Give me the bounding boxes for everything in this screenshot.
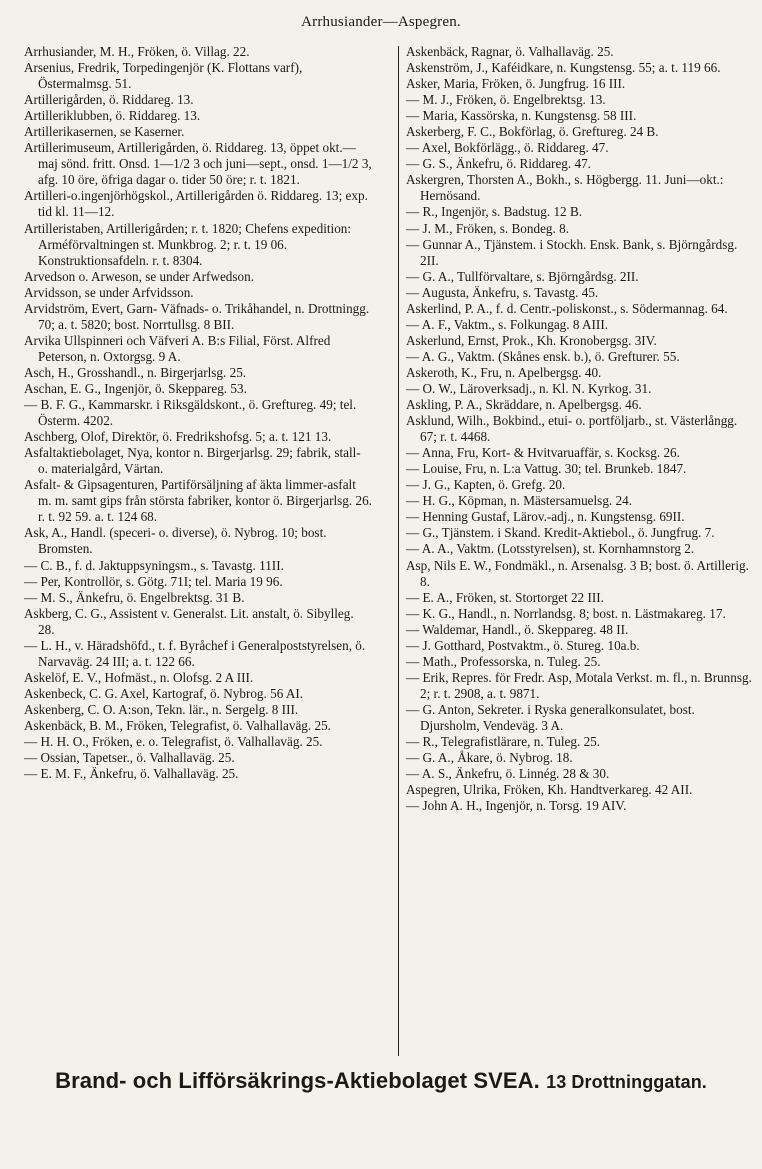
directory-entry: — Augusta, Änkefru, s. Tavastg. 45.	[406, 284, 599, 300]
directory-entry: — Louise, Fru, n. L:a Vattug. 30; tel. Brunkeb. 1847.	[406, 461, 687, 477]
directory-entry: Arvidsson, se under Arfvidsson.	[24, 284, 194, 300]
directory-entry: Askberg, C. G., Assistent v. Generalst. Lit. anstalt, ö. Sibylleg. 28.	[24, 605, 354, 637]
directory-entry: Arvidström, Evert, Garn- Väfnads- o. Trikåhandel, n. Drottningg. 70; a. t. 5820; bost. Norrtullsg. 8 BII.	[24, 300, 370, 332]
directory-entry: Askenström, J., Kaféidkare, n. Kungstensg. 55; a. t. 119 66.	[406, 60, 721, 76]
directory-entry: — J. Gotthard, Postvaktm., ö. Stureg. 10a.b.	[406, 637, 640, 653]
directory-entry: — H. G., Köpman, n. Mästersamuelsg. 24.	[406, 493, 632, 509]
directory-entry: Askerlund, Ernst, Prok., Kh. Kronobergsg. 3IV.	[406, 332, 657, 348]
footer-address: 13 Drottninggatan.	[546, 1072, 707, 1092]
directory-entry: Arvika Ullspinneri och Väfveri A. B:s Filial, Först. Alfred Peterson, n. Oxtorgsg. 9 A.	[24, 332, 331, 364]
directory-entry: Askeroth, K., Fru, n. Apelbergsg. 40.	[406, 364, 602, 380]
directory-entry: — A. S., Änkefru, ö. Linnég. 28 & 30.	[406, 766, 610, 782]
directory-entry: Askelöf, E. V., Hofmäst., n. Olofsg. 2 A III.	[24, 669, 254, 685]
page-header: Arrhusiander—Aspegren.	[301, 14, 461, 30]
directory-entry: — J. M., Fröken, s. Bondeg. 8.	[406, 220, 570, 236]
directory-entry: — E. M. F., Änkefru, ö. Valhallaväg. 25.	[24, 766, 239, 782]
directory-entry: — John A. H., Ingenjör, n. Torsg. 19 AIV.	[406, 798, 627, 814]
directory-entry: — G. A., Tullförvaltare, s. Björngårdsg. 2II.	[406, 268, 639, 284]
directory-entry: Artillerimuseum, Artillerigården, ö. Riddareg. 13, öppet okt.—maj sönd. fritt. Onsd. 1—1/2 3 och juni—sept., onsd. 1—1/2 3, afg. 10 öre, öfriga dagar o. tider 50 öre; r. t. 1821.	[24, 140, 372, 188]
directory-entry: — Axel, Bokförlägg., ö. Riddareg. 47.	[406, 140, 609, 156]
directory-entry: Asp, Nils E. W., Fondmäkl., n. Arsenalsg. 3 B; bost. ö. Artillerig. 8.	[406, 557, 749, 589]
directory-entry: — G. A., Åkare, ö. Nybrog. 18.	[406, 750, 573, 766]
directory-entry: — G. S., Änkefru, ö. Riddareg. 47.	[406, 156, 591, 172]
right-column	[406, 44, 754, 814]
directory-entry: — K. G., Handl., n. Norrlandsg. 8; bost. n. Lästmakareg. 17.	[406, 605, 726, 621]
directory-entry: — Henning Gustaf, Lärov.-adj., n. Kungstensg. 69II.	[406, 509, 685, 525]
directory-entry: — Waldemar, Handl., ö. Skeppareg. 48 II.	[406, 621, 629, 637]
directory-entry: Asklund, Wilh., Bokbind., etui- o. portföljarb., st. Västerlångg. 67; r. t. 4468.	[406, 413, 738, 445]
directory-entry: Aschberg, Olof, Direktör, ö. Fredrikshofsg. 5; a. t. 121 13.	[24, 429, 332, 445]
directory-entry: Asker, Maria, Fröken, ö. Jungfrug. 16 III.	[406, 76, 626, 92]
directory-entry: Askenbäck, B. M., Fröken, Telegrafist, ö. Valhallaväg. 25.	[24, 717, 331, 733]
directory-entry: — Per, Kontrollör, s. Götg. 71I; tel. Maria 19 96.	[24, 573, 283, 589]
directory-entry: — Maria, Kassörska, n. Kungstensg. 58 III.	[406, 108, 637, 124]
directory-entry: — L. H., v. Häradshöfd., t. f. Byråchef i Generalpoststyrelsen, ö. Narvaväg. 24 III; a. t. 122 66.	[24, 637, 366, 669]
directory-entry: — G., Tjänstem. i Skand. Kredit-Aktiebol., ö. Jungfrug. 7.	[406, 525, 715, 541]
directory-entry: Askenberg, C. O. A:son, Tekn. lär., n. Sergelg. 8 III.	[24, 701, 299, 717]
directory-entry: — Anna, Fru, Kort- & Hvitvaruaffär, s. Kocksg. 26.	[406, 445, 680, 461]
directory-entry: Artilleristaben, Artillerigården; r. t. 1820; Chefens expedition: Arméförvaltningen st. Munkbrog. 2; r. t. 19 06. Konstruktionsafdeln. r. t. 8304.	[24, 220, 352, 268]
left-column	[24, 44, 372, 782]
directory-entry: Arvedson o. Arweson, se under Arfwedson.	[24, 268, 255, 284]
directory-entry: — A. A., Vaktm. (Lotsstyrelsen), st. Kornhamnstorg 2.	[406, 541, 695, 557]
directory-entry: — R., Telegrafistlärare, n. Tuleg. 25.	[406, 734, 601, 750]
directory-entry: Artilleri-o.ingenjörhögskol., Artillerigården ö. Riddareg. 13; exp. tid kl. 11—12.	[24, 188, 368, 220]
directory-entry: Arsenius, Fredrik, Torpedingenjör (K. Flottans varf), Östermalmsg. 51.	[24, 60, 303, 92]
directory-entry: — J. G., Kapten, ö. Grefg. 20.	[406, 477, 566, 493]
directory-entry: Aspegren, Ulrika, Fröken, Kh. Handtverkareg. 42 AII.	[406, 782, 693, 798]
advertisement-footer	[0, 1068, 762, 1094]
directory-entry: — Ossian, Tapetser., ö. Valhallaväg. 25.	[24, 750, 235, 766]
directory-entry: — B. F. G., Kammarskr. i Riksgäldskont., ö. Greftureg. 49; tel. Österm. 4202.	[24, 397, 357, 429]
directory-entry: — G. Anton, Sekreter. i Ryska generalkonsulatet, bost. Djursholm, Vendeväg. 3 A.	[406, 701, 695, 733]
directory-entry: Artilleriklubben, ö. Riddareg. 13.	[24, 108, 201, 124]
directory-entry: Askerlind, P. A., f. d. Centr.-poliskonst., s. Södermannag. 64.	[406, 300, 728, 316]
directory-entry: Askerberg, F. C., Bokförlag, ö. Greftureg. 24 B.	[406, 124, 659, 140]
directory-entry: — H. H. O., Fröken, e. o. Telegrafist, ö. Valhallaväg. 25.	[24, 734, 323, 750]
directory-entry: Artillerigården, ö. Riddareg. 13.	[24, 92, 194, 108]
directory-entry: — R., Ingenjör, s. Badstug. 12 B.	[406, 204, 583, 220]
directory-entry: Asch, H., Grosshandl., n. Birgerjarlsg. 25.	[24, 364, 247, 380]
directory-entry: — Erik, Repres. för Fredr. Asp, Motala Verkst. m. fl., n. Brunnsg. 2; r. t. 2908, a. t. 9871.	[406, 669, 752, 701]
directory-entry: Arrhusiander, M. H., Fröken, ö. Villag. 22.	[24, 44, 250, 59]
directory-entry: — C. B., f. d. Jaktuppsyningsm., s. Tavastg. 11II.	[24, 557, 284, 573]
directory-entry: Asfaltaktiebolaget, Nya, kontor n. Birgerjarlsg. 29; fabrik, stall- o. materialgård, Värtan.	[24, 445, 361, 477]
directory-entry: — Gunnar A., Tjänstem. i Stockh. Ensk. Bank, s. Björngårdsg. 2II.	[406, 236, 738, 268]
directory-entry: Aschan, E. G., Ingenjör, ö. Skeppareg. 53.	[24, 380, 247, 396]
footer-company: Brand- och Lifförsäkrings-Aktiebolaget SVEA.	[55, 1068, 540, 1093]
directory-entry: Askenbäck, Ragnar, ö. Valhallaväg. 25.	[406, 44, 614, 59]
directory-entry: Askling, P. A., Skräddare, n. Apelbergsg. 46.	[406, 397, 642, 413]
directory-entry: Artillerikasernen, se Kaserner.	[24, 124, 185, 140]
directory-entry: — Math., Professorska, n. Tuleg. 25.	[406, 653, 601, 669]
directory-entry: — O. W., Läroverksadj., n. Kl. N. Kyrkog. 31.	[406, 380, 652, 396]
column-divider	[398, 46, 399, 1056]
directory-entry: — A. G., Vaktm. (Skånes ensk. b.), ö. Grefturег. 55.	[406, 348, 680, 364]
directory-entry: — E. A., Fröken, st. Stortorget 22 III.	[406, 589, 604, 605]
directory-entry: Ask, A., Handl. (speceri- o. diverse), ö. Nybrog. 10; bost. Bromsten.	[24, 525, 327, 557]
directory-entry: Askergren, Thorsten A., Bokh., s. Högbergg. 11. Juni—okt.: Hernösand.	[406, 172, 724, 204]
directory-entry: — M. S., Änkefru, ö. Engelbrektsg. 31 B.	[24, 589, 245, 605]
directory-entry: Asfalt- & Gipsagenturen, Partiförsäljning af äkta limmer-asfalt m. m. samt gips från största fabriker, kontor ö. Birgerjarlsg. 26. r. t. 92 59. a. t. 124 68.	[24, 477, 372, 525]
directory-entry: Askenbeck, C. G. Axel, Kartograf, ö. Nybrog. 56 AI.	[24, 685, 304, 701]
directory-entry: — M. J., Fröken, ö. Engelbrektsg. 13.	[406, 92, 606, 108]
directory-entry: — A. F., Vaktm., s. Folkungag. 8 AIII.	[406, 316, 609, 332]
